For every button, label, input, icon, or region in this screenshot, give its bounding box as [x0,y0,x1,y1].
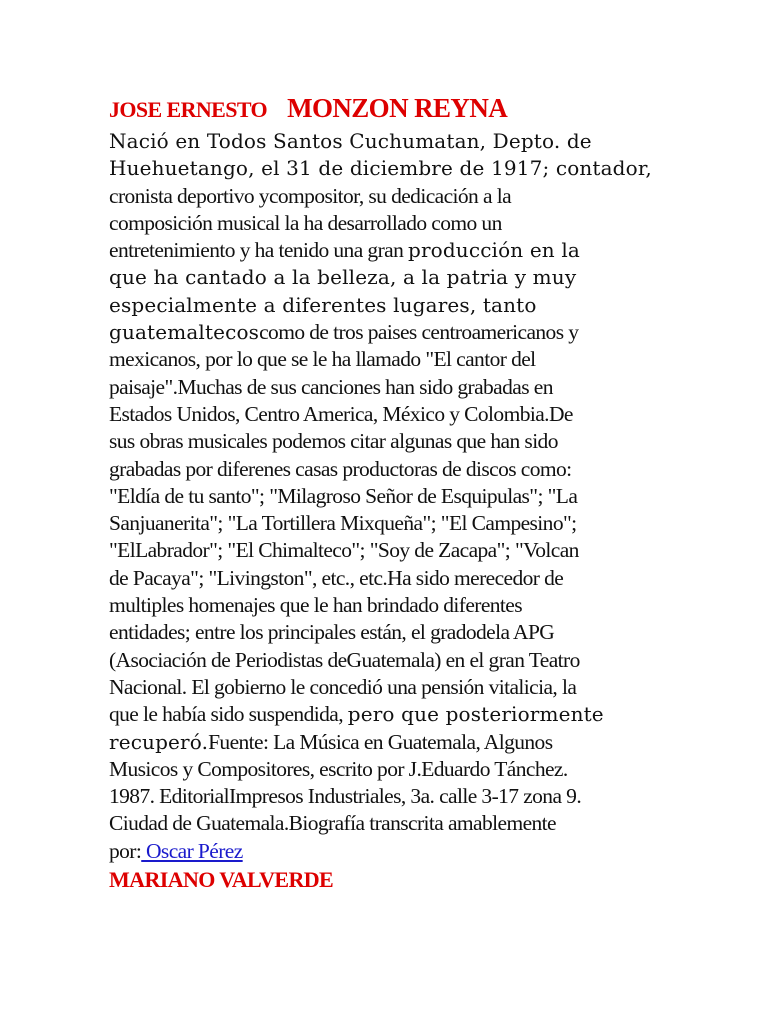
text-line: cronista deportivo ycompositor, su dedicación a la [109,183,512,208]
biography-text [109,128,654,838]
text-segment: pero que posteriormente [347,702,604,727]
title-first-name: JOSE ERNESTO [109,97,268,122]
biography-title [109,88,654,128]
text-line [109,701,654,728]
text-line: paisaje".Muchas de sus canciones han sido grabadas en [109,374,553,399]
text-line: que ha cantado a la belleza, a la patria y muy [109,265,577,290]
text-line: de Pacaya"; "Livingston", etc., etc.Ha sido merecedor de [109,565,564,590]
text-line [109,729,654,756]
text-segment: recuperó. [109,729,209,754]
text-line: "Eldía de tu santo"; "Milagroso Señor de Esquipulas"; "La [109,483,578,508]
text-line: "ElLabrador"; "El Chimalteco"; "Soy de Zacapa"; "Volcan [109,538,579,563]
author-link[interactable]: Oscar Pérez [141,838,243,863]
text-line: Huehuetango, el 31 de diciembre de 1917; contador, [109,156,652,181]
document-page [109,88,654,895]
text-line: entidades; entre los principales están, el gradodela APG [109,620,555,645]
text-segment: guatemaltecos [109,320,260,345]
text-line: mexicanos, por lo que se le ha llamado "El cantor del [109,347,536,372]
credit-line [109,838,654,865]
text-line [109,237,654,264]
text-line: Nació en Todos Santos Cuchumatan, Depto. de [109,129,592,153]
text-line: composición musical la ha desarrollado como un [109,210,502,235]
title-surname: MONZON REYNA [287,93,508,123]
text-line: sus obras musicales podemos citar algunas que han sido [109,429,558,454]
text-line: (Asociación de Periodistas deGuatemala) en el gran Teatro [109,647,580,672]
text-segment: que le había sido suspendida, [109,702,348,727]
text-segment: producción en la [408,238,580,263]
text-line: Estados Unidos, Centro America, México y Colombia.De [109,401,573,426]
text-line: Ciudad de Guatemala.Biografía transcrita amablemente [109,811,556,836]
text-segment: Fuente: La Música en Guatemala, Algunos [208,729,553,754]
text-line: Sanjuanerita"; "La Tortillera Mixqueña"; "El Campesino"; [109,511,577,536]
text-line: grabadas por diferenes casas productoras de discos como: [109,456,572,481]
text-line: especialmente a diferentes lugares, tanto [109,292,537,317]
credit-prefix: por: [109,838,142,863]
text-line [109,319,654,346]
text-line: Nacional. El gobierno le concedió una pensión vitalicia, la [109,674,577,699]
text-segment: como de tros paises centroamericanos y [259,320,579,345]
next-biography-title: MARIANO VALVERDE [109,867,334,893]
text-line: Musicos y Compositores, escrito por J.Eduardo Tánchez. [109,756,568,781]
text-line: 1987. EditorialImpresos Industriales, 3a. calle 3-17 zona 9. [109,784,582,809]
text-segment: entretenimiento y ha tenido una gran [109,238,408,263]
text-line: multiples homenajes que le han brindado diferentes [109,593,523,618]
